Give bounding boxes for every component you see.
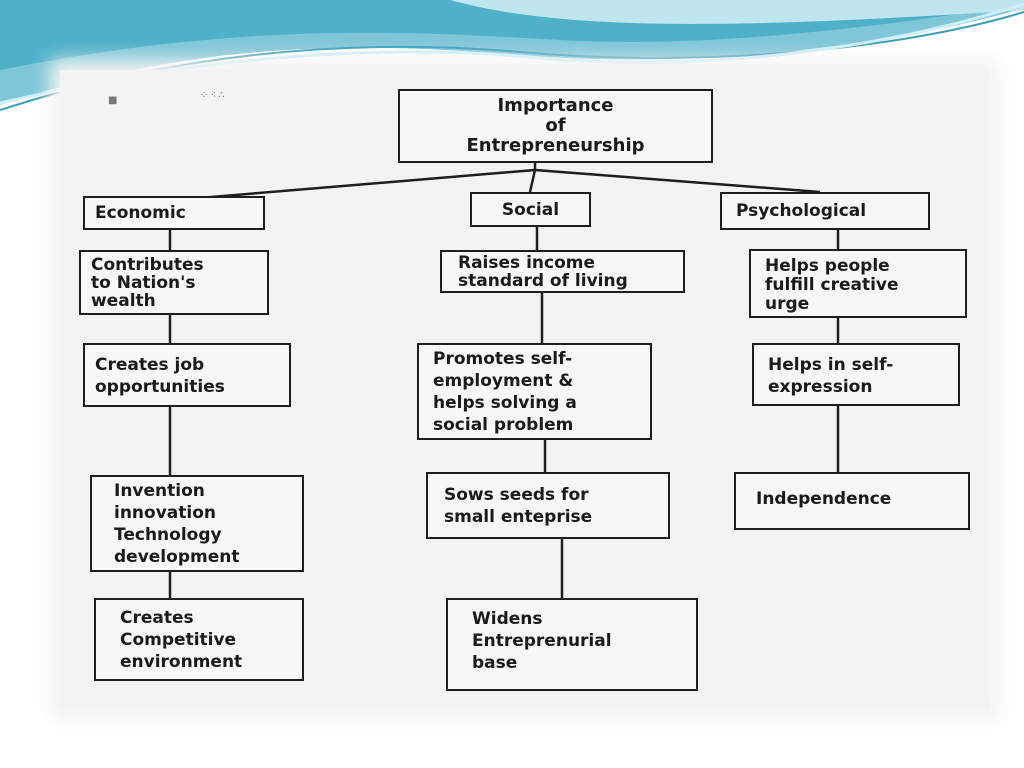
node-branch-economic: Economic	[83, 196, 265, 230]
node-social-self-employment: Promotes self- employment & helps solving a social problem	[417, 343, 652, 440]
node-economic-nations-wealth: Contributes to Nation's wealth	[79, 250, 269, 315]
node-economic-job-opportunities: Creates job opportunities	[83, 343, 291, 407]
scan-speck: ■	[108, 95, 118, 106]
node-psychological-independence: Independence	[734, 472, 970, 530]
node-psychological-self-expression: Helps in self- expression	[752, 343, 960, 406]
node-branch-psychological: Psychological	[720, 192, 930, 230]
node-social-income-standard: Raises income standard of living	[440, 250, 685, 293]
node-branch-social: Social	[470, 192, 591, 227]
node-social-small-enterprise: Sows seeds for small enteprise	[426, 472, 670, 539]
node-root-importance-of-entrepreneurship: Importance of Entrepreneurship	[398, 89, 713, 163]
scan-speck: ⁘⁖∴	[200, 90, 227, 101]
node-economic-innovation-technology: Invention innovation Technology development	[90, 475, 304, 572]
node-psychological-creative-urge: Helps people fulfill creative urge	[749, 249, 967, 318]
node-social-entrepreneurial-base: Widens Entreprenurial base	[446, 598, 698, 691]
node-economic-competitive-environment: Creates Competitive environment	[94, 598, 304, 681]
